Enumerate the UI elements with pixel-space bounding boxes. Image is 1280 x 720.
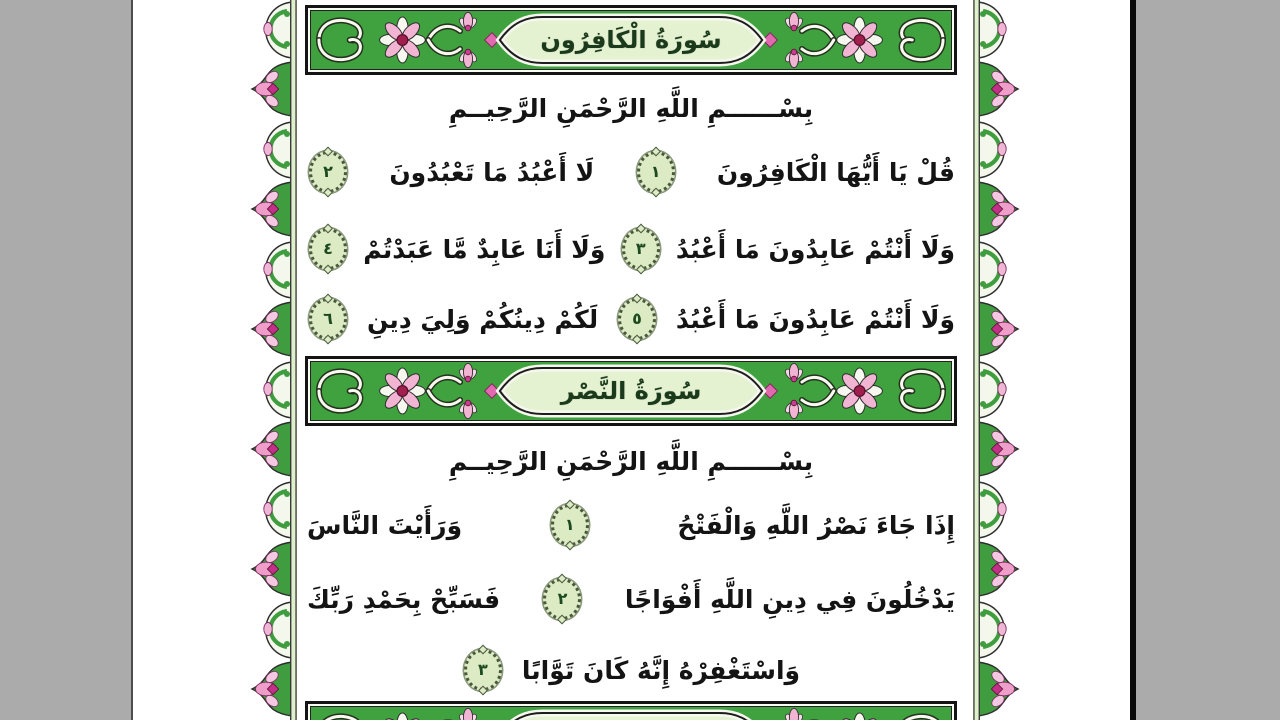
bismillah-nasr: بِسْــــــمِ اللَّهِ الرَّحْمَنِ الرَّحِيــمِ <box>448 447 814 476</box>
verse-number-medallion <box>622 228 660 270</box>
surah-header-next <box>305 701 957 720</box>
verse-number-medallion <box>309 298 347 340</box>
surah-header-frame <box>310 10 952 70</box>
verse-text: وَلَا أَنْتُمْ عَابِدُونَ مَا أَعْبُدُ <box>675 234 955 264</box>
verse-number: ٢ <box>557 589 568 608</box>
verse-number: ٤ <box>323 239 333 258</box>
verse-text: وَلَا أَنَا عَابِدٌ مَّا عَبَدْتُمْ <box>363 234 606 264</box>
verse-number-medallion <box>309 228 347 270</box>
surah-header-kafirun <box>305 5 957 75</box>
verse-line <box>307 211 955 287</box>
surah-header-frame <box>310 706 952 720</box>
verse-number: ٦ <box>323 309 333 328</box>
verse-text: لَا أَعْبُدُ مَا تَعْبُدُونَ <box>389 157 595 187</box>
verse-text: فَسَبِّحْ بِحَمْدِ رَبِّكَ <box>307 584 501 614</box>
verse-number: ٣ <box>478 660 488 679</box>
verse-line <box>307 287 955 351</box>
verse-text: وَرَأَيْتَ النَّاسَ <box>307 510 463 540</box>
verse-number: ٥ <box>632 309 642 328</box>
verse-number: ٢ <box>323 162 333 181</box>
verse-text: قُلْ يَا أَيُّهَا الْكَافِرُونَ <box>716 157 955 187</box>
verse-number-medallion <box>637 151 675 193</box>
verse-text: وَلَا أَنْتُمْ عَابِدُونَ مَا أَعْبُدُ <box>675 304 955 334</box>
ornament-border-right <box>973 0 1025 720</box>
verse-text: يَدْخُلُونَ فِي دِينِ اللَّهِ أَفْوَاجًا <box>624 584 955 614</box>
surah-title-next <box>311 707 951 720</box>
verse-number-medallion <box>551 504 589 546</box>
verse-number-medallion <box>543 578 581 620</box>
verse-text: وَاسْتَغْفِرْهُ إِنَّهُ كَانَ تَوَّابًا <box>521 655 801 685</box>
verse-number-medallion <box>309 151 347 193</box>
bismillah-kafirun: بِسْــــــمِ اللَّهِ الرَّحْمَنِ الرَّحِيــمِ <box>448 94 814 123</box>
verse-line <box>307 492 955 558</box>
quran-page <box>131 0 1136 720</box>
verse-number-medallion <box>464 649 502 691</box>
surah-title-kafirun: سُورَةُ الْكَافِرُون <box>540 26 722 54</box>
verse-text: لَكُمْ دِينُكُمْ وَلِيَ دِينِ <box>366 304 599 334</box>
verse-number: ١ <box>650 162 661 181</box>
verse-number: ١ <box>564 515 575 534</box>
verse-number-medallion <box>618 298 656 340</box>
surah-title-nasr: سُورَةُ النَّصْر <box>560 377 702 405</box>
surah-header-nasr <box>305 356 957 426</box>
verse-number: ٣ <box>635 239 646 258</box>
ornament-border-left <box>245 0 297 720</box>
verse-line <box>307 642 955 698</box>
verse-line <box>307 560 955 638</box>
verse-text: إِذَا جَاءَ نَصْرُ اللَّهِ وَالْفَتْحُ <box>677 510 955 540</box>
verse-line <box>307 139 955 205</box>
surah-header-frame <box>310 361 952 421</box>
